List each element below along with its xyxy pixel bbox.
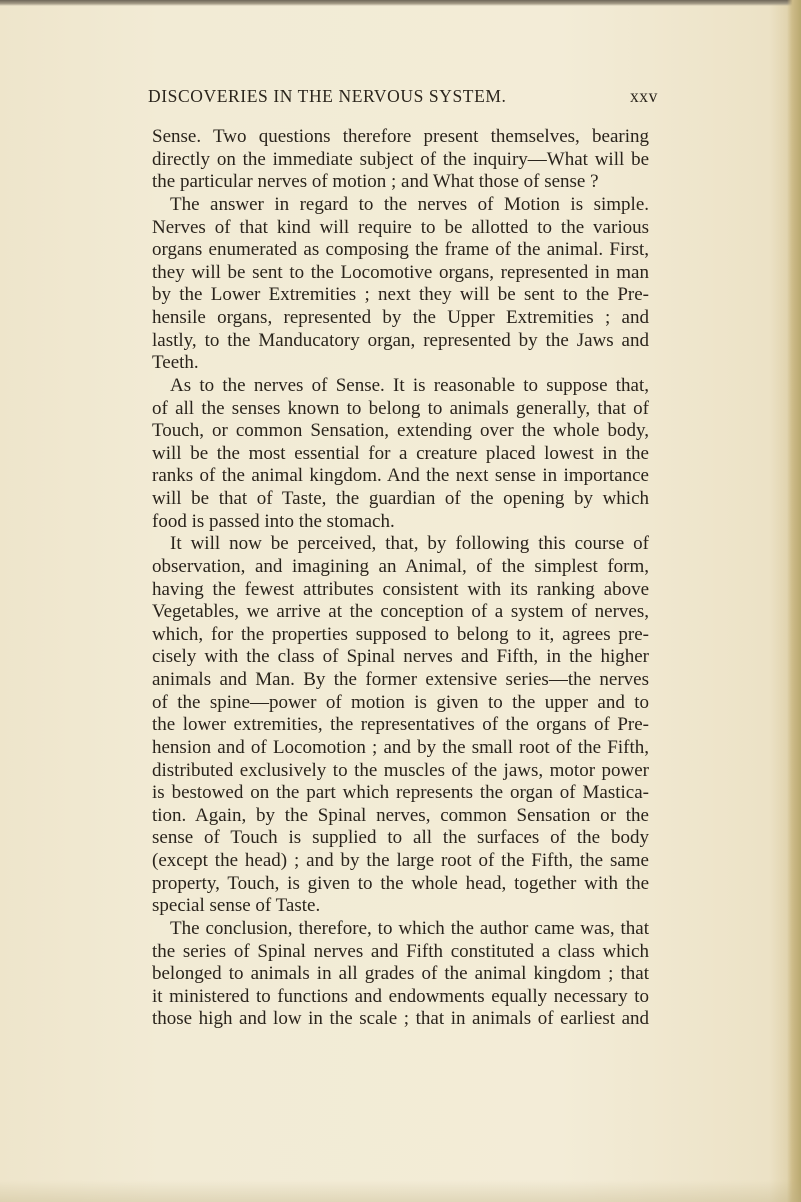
- text-line: will be the most essential for a creature placed lowest in the: [152, 442, 649, 464]
- text-line: The answer in regard to the nerves of Motion is simple.: [170, 193, 649, 215]
- text-line: Nerves of that kind will require to be allotted to the various: [152, 216, 649, 238]
- text-line: those high and low in the scale ; that in animals of earliest and: [152, 1008, 649, 1030]
- text-line: observation, and imagining an Animal, of the simplest form,: [152, 555, 649, 577]
- text-line: lastly, to the Manducatory organ, represented by the Jaws and: [152, 329, 649, 351]
- text-line: having the fewest attributes consistent with its ranking above: [152, 578, 649, 600]
- text-line: hension and of Locomotion ; and by the small root of the Fifth,: [152, 736, 649, 758]
- text-line: food is passed into the stomach.: [152, 510, 395, 532]
- text-line: As to the nerves of Sense. It is reasonable to suppose that,: [170, 374, 649, 396]
- text-line: organs enumerated as composing the frame of the animal. First,: [152, 239, 649, 261]
- text-line: special sense of Taste.: [152, 895, 321, 917]
- text-line: animals and Man. By the former extensive series—the nerves: [152, 669, 649, 690]
- text-line: Vegetables, we arrive at the conception of a system of nerves,: [152, 601, 649, 623]
- text-line: ranks of the animal kingdom. And the next sense in importance: [152, 465, 649, 487]
- text-line: Touch, or common Sensation, extending over the whole body,: [152, 420, 649, 442]
- page-bottom-shadow: [0, 1180, 801, 1202]
- text-line: sense of Touch is supplied to all the surfaces of the body: [152, 827, 649, 849]
- text-line: It will now be perceived, that, by following this course of: [170, 533, 649, 555]
- body-text: [152, 126, 649, 1031]
- text-line: The conclusion, therefore, to which the author came was, that: [170, 917, 649, 939]
- text-line: will be that of Taste, the guardian of the opening by which: [152, 488, 649, 509]
- text-line: the series of Spinal nerves and Fifth constituted a class which: [152, 940, 649, 962]
- text-line: they will be sent to the Locomotive organs, represented in man: [152, 261, 649, 283]
- text-line: property, Touch, is given to the whole head, together with the: [152, 872, 649, 894]
- text-line: the lower extremities, the representatives of the organs of Pre-: [152, 714, 649, 736]
- text-line: of the spine—power of motion is given to the upper and to: [152, 691, 649, 713]
- text-line: cisely with the class of Spinal nerves and Fifth, in the higher: [152, 646, 649, 668]
- text-line: distributed exclusively to the muscles of the jaws, motor power: [152, 759, 649, 781]
- text-line: by the Lower Extremities ; next they will be sent to the Pre-: [152, 284, 649, 306]
- text-line: which, for the properties supposed to belong to it, agrees pre-: [152, 623, 649, 645]
- text-line: hensile organs, represented by the Upper Extremities ; and: [152, 307, 649, 328]
- text-line: Teeth.: [152, 352, 199, 374]
- text-line: belonged to animals in all grades of the animal kingdom ; that: [152, 963, 649, 985]
- text-line: tion. Again, by the Spinal nerves, common Sensation or the: [152, 804, 649, 826]
- text-line: the particular nerves of motion ; and What those of sense ?: [152, 171, 599, 193]
- text-line: Sense. Two questions therefore present themselves, bearing: [152, 126, 649, 147]
- page-top-edge: [0, 0, 801, 6]
- page-number: xxv: [629, 86, 658, 106]
- running-title: DISCOVERIES IN THE NERVOUS SYSTEM.: [148, 86, 507, 106]
- text-line: is bestowed on the part which represents the organ of Mastica-: [152, 782, 649, 804]
- text-line: it ministered to functions and endowments equally necessary to: [152, 985, 649, 1007]
- running-head: [148, 86, 658, 112]
- text-line: directly on the immediate subject of the inquiry—What will be: [152, 148, 649, 170]
- text-line: (except the head) ; and by the large root of the Fifth, the same: [152, 850, 649, 871]
- text-line: of all the senses known to belong to animals generally, that of: [152, 397, 649, 419]
- page-right-edge: [787, 0, 801, 1202]
